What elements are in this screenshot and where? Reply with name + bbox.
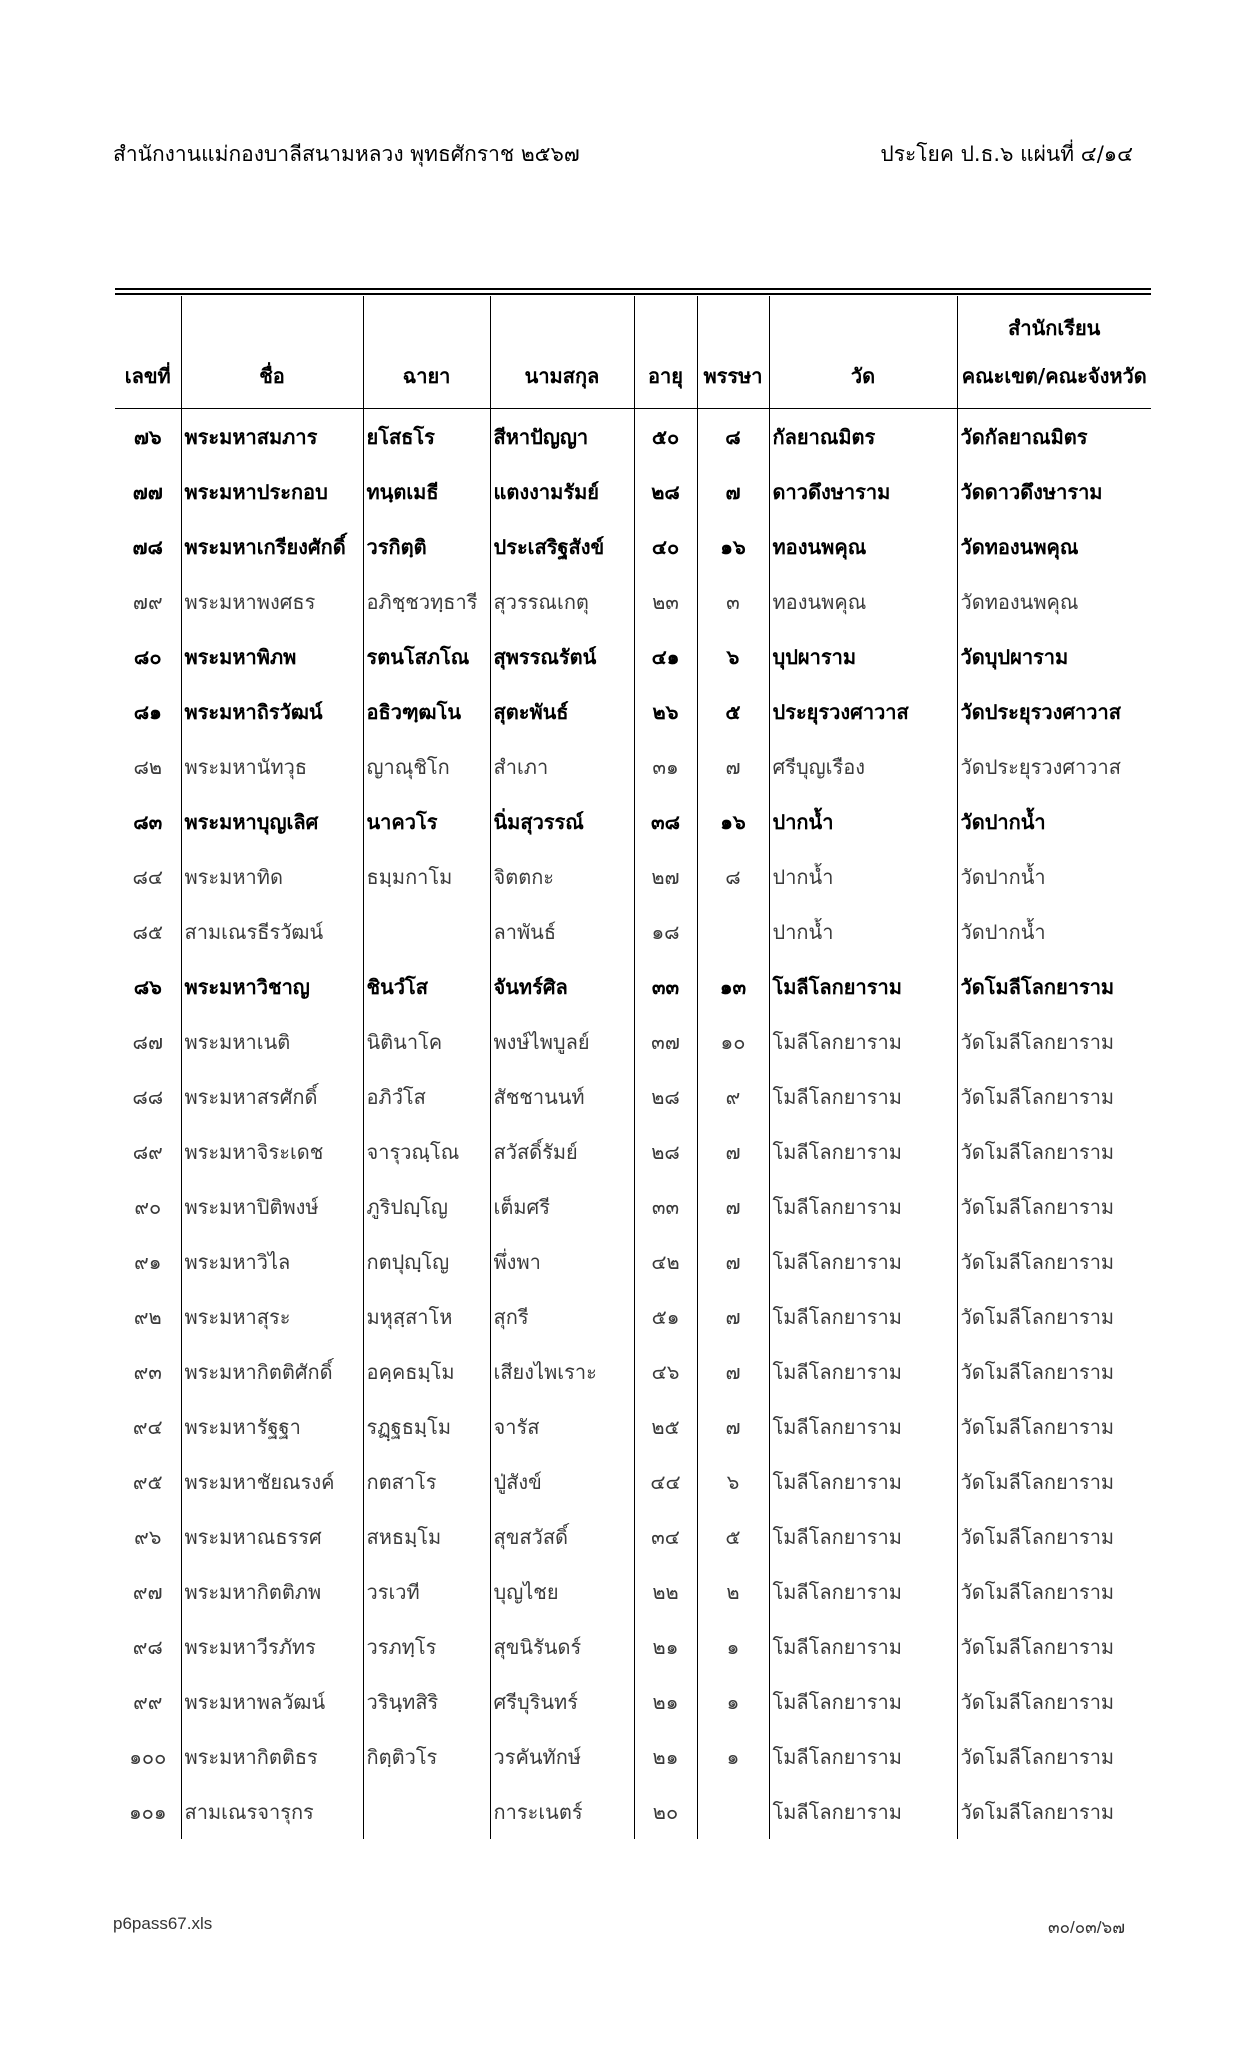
table-row <box>115 684 1151 739</box>
cell-school: วัดประยุรวงศาวาส <box>957 684 1151 739</box>
table-row <box>115 1619 1151 1674</box>
cell-temple: โมลีโลกยาราม <box>769 1289 957 1344</box>
cell-surname: สำเภา <box>490 739 634 794</box>
cell-name: พระมหาชัยณรงค์ <box>181 1454 363 1509</box>
cell-age: ๒๐ <box>634 1784 697 1839</box>
cell-alias: อคฺคธมฺโม <box>363 1344 490 1399</box>
col-header-years: พรรษา <box>697 296 769 409</box>
cell-temple: ปากน้ำ <box>769 849 957 904</box>
cell-years: ๗ <box>697 1289 769 1344</box>
cell-surname: สุพรรณรัตน์ <box>490 629 634 684</box>
cell-age: ๒๓ <box>634 574 697 629</box>
table-row <box>115 794 1151 849</box>
table-row <box>115 1234 1151 1289</box>
cell-temple: ปากน้ำ <box>769 794 957 849</box>
table-row <box>115 1784 1151 1839</box>
cell-temple: โมลีโลกยาราม <box>769 1124 957 1179</box>
cell-no: ๘๑ <box>133 699 162 724</box>
top-rule <box>115 288 1151 290</box>
cell-years: ๗ <box>697 1399 769 1454</box>
cell-name: พระมหารัฐฐา <box>181 1399 363 1454</box>
cell-alias: วรกิตฺติ <box>363 519 490 574</box>
cell-name: พระมหาพลวัฒน์ <box>181 1674 363 1729</box>
cell-no: ๘๘ <box>132 1084 164 1109</box>
cell-temple: กัลยาณมิตร <box>769 409 957 465</box>
cell-school: วัดโมลีโลกยาราม <box>957 1289 1151 1344</box>
col-header-school <box>957 296 1151 409</box>
cell-alias: มหุสฺสาโห <box>363 1289 490 1344</box>
cell-no: ๙๐ <box>134 1194 162 1219</box>
cell-name: พระมหากิตติภพ <box>181 1564 363 1619</box>
cell-alias: นาควโร <box>363 794 490 849</box>
cell-no: ๘๐ <box>133 644 162 669</box>
cell-name: พระมหาพิภพ <box>181 629 363 684</box>
cell-temple: โมลีโลกยาราม <box>769 1619 957 1674</box>
cell-surname: พงษ์ไพบูลย์ <box>490 1014 634 1069</box>
cell-surname: ลาพันธ์ <box>490 904 634 959</box>
cell-temple: โมลีโลกยาราม <box>769 1509 957 1564</box>
cell-temple: โมลีโลกยาราม <box>769 1179 957 1234</box>
cell-surname: เต็มศรี <box>490 1179 634 1234</box>
cell-no: ๘๗ <box>132 1029 163 1054</box>
table-row <box>115 519 1151 574</box>
cell-alias: กตสาโร <box>363 1454 490 1509</box>
cell-alias <box>363 1784 490 1839</box>
cell-temple: โมลีโลกยาราม <box>769 1344 957 1399</box>
cell-no: ๗๗ <box>132 479 163 504</box>
table-row <box>115 1014 1151 1069</box>
cell-alias: อภิชฺชวทฺธารี <box>363 574 490 629</box>
cell-alias: ชินวํโส <box>363 959 490 1014</box>
cell-surname: พึ่งพา <box>490 1234 634 1289</box>
cell-years: ๓ <box>697 574 769 629</box>
cell-school: วัดปากน้ำ <box>957 849 1151 904</box>
cell-age: ๓๔ <box>634 1509 697 1564</box>
cell-name: พระมหาพงศธร <box>181 574 363 629</box>
cell-alias: กิตฺติวโร <box>363 1729 490 1784</box>
cell-age: ๒๑ <box>634 1674 697 1729</box>
cell-school: วัดดาวดึงษาราม <box>957 464 1151 519</box>
cell-temple: ดาวดึงษาราม <box>769 464 957 519</box>
cell-surname: สวัสดิ์รัมย์ <box>490 1124 634 1179</box>
cell-surname: สุกรี <box>490 1289 634 1344</box>
cell-name: พระมหาประกอบ <box>181 464 363 519</box>
table-header-row <box>115 296 1151 409</box>
cell-name: พระมหาถิรวัฒน์ <box>181 684 363 739</box>
cell-surname: จารัส <box>490 1399 634 1454</box>
cell-surname: เสียงไพเราะ <box>490 1344 634 1399</box>
table-row <box>115 1564 1151 1619</box>
table-row <box>115 464 1151 519</box>
cell-name: พระมหาสมภาร <box>181 409 363 465</box>
cell-surname: บุญไชย <box>490 1564 634 1619</box>
cell-temple: โมลีโลกยาราม <box>769 1564 957 1619</box>
cell-years <box>697 904 769 959</box>
cell-school: วัดโมลีโลกยาราม <box>957 1344 1151 1399</box>
cell-school: วัดกัลยาณมิตร <box>957 409 1151 465</box>
cell-age: ๔๐ <box>634 519 697 574</box>
cell-school: วัดโมลีโลกยาราม <box>957 1784 1151 1839</box>
table-row <box>115 574 1151 629</box>
cell-age: ๔๖ <box>634 1344 697 1399</box>
table-row <box>115 739 1151 794</box>
cell-years: ๗ <box>697 739 769 794</box>
cell-age: ๒๘ <box>634 1124 697 1179</box>
cell-no: ๗๖ <box>133 424 162 449</box>
cell-surname: สีหาปัญญา <box>490 409 634 465</box>
cell-surname: สุวรรณเกตุ <box>490 574 634 629</box>
cell-surname: แตงงามรัมย์ <box>490 464 634 519</box>
cell-age: ๒๗ <box>634 849 697 904</box>
cell-no: ๗๙ <box>132 589 163 614</box>
cell-school: วัดโมลีโลกยาราม <box>957 959 1151 1014</box>
cell-years: ๙ <box>697 1069 769 1124</box>
cell-surname: วรคันทักษ์ <box>490 1729 634 1784</box>
table-row <box>115 1289 1151 1344</box>
cell-temple: ศรีบุญเรือง <box>769 739 957 794</box>
col-header-age: อายุ <box>634 296 697 409</box>
cell-years: ๘ <box>697 849 769 904</box>
cell-school: วัดโมลีโลกยาราม <box>957 1454 1151 1509</box>
cell-surname: การะเนตร์ <box>490 1784 634 1839</box>
cell-school: วัดโมลีโลกยาราม <box>957 1674 1151 1729</box>
cell-years: ๑๖ <box>697 519 769 574</box>
table-row <box>115 849 1151 904</box>
cell-surname: สัชชานนท์ <box>490 1069 634 1124</box>
cell-age: ๒๒ <box>634 1564 697 1619</box>
cell-name: พระมหากิตติธร <box>181 1729 363 1784</box>
cell-years: ๑๐ <box>697 1014 769 1069</box>
cell-age: ๒๖ <box>634 684 697 739</box>
cell-age: ๓๘ <box>634 794 697 849</box>
table-row <box>115 1344 1151 1399</box>
cell-alias: วรินฺทสิริ <box>363 1674 490 1729</box>
cell-years: ๗ <box>697 1124 769 1179</box>
cell-surname: สุขสวัสดิ์ <box>490 1509 634 1564</box>
cell-age: ๒๕ <box>634 1399 697 1454</box>
cell-no: ๑๐๐ <box>129 1744 167 1769</box>
cell-name: พระมหาวีรภัทร <box>181 1619 363 1674</box>
table-row <box>115 1399 1151 1454</box>
cell-name: พระมหากิตติศักดิ์ <box>181 1344 363 1399</box>
cell-no: ๙๘ <box>132 1634 163 1659</box>
table-body <box>115 409 1151 1840</box>
cell-school: วัดโมลีโลกยาราม <box>957 1509 1151 1564</box>
cell-name: พระมหานัทวุธ <box>181 739 363 794</box>
col-header-temple: วัด <box>769 296 957 409</box>
cell-alias: วรภทฺโร <box>363 1619 490 1674</box>
cell-age: ๓๗ <box>634 1014 697 1069</box>
cell-name: พระมหาสรศักดิ์ <box>181 1069 363 1124</box>
cell-age: ๔๒ <box>634 1234 697 1289</box>
cell-age: ๒๘ <box>634 1069 697 1124</box>
cell-years: ๑๖ <box>697 794 769 849</box>
top-rule-second <box>115 293 1151 295</box>
cell-years: ๗ <box>697 1234 769 1289</box>
cell-name: พระมหาวิชาญ <box>181 959 363 1014</box>
cell-alias: อธิวฑฺฒโน <box>363 684 490 739</box>
cell-no: ๙๑ <box>134 1249 162 1274</box>
cell-alias: จารุวณฺโณ <box>363 1124 490 1179</box>
cell-name: พระมหาสุระ <box>181 1289 363 1344</box>
cell-years: ๑ <box>697 1674 769 1729</box>
col-header-school-line2: คณะเขต/คณะจังหวัด <box>961 364 1147 388</box>
cell-age: ๔๔ <box>634 1454 697 1509</box>
cell-temple: บุปผาราม <box>769 629 957 684</box>
cell-school: วัดโมลีโลกยาราม <box>957 1619 1151 1674</box>
cell-age: ๔๑ <box>634 629 697 684</box>
cell-alias: ธมฺมกาโม <box>363 849 490 904</box>
cell-no: ๘๖ <box>133 974 162 999</box>
cell-school: วัดโมลีโลกยาราม <box>957 1399 1151 1454</box>
cell-no: ๑๐๑ <box>128 1799 167 1824</box>
cell-years: ๑ <box>697 1729 769 1784</box>
cell-surname: สุขนิรันดร์ <box>490 1619 634 1674</box>
cell-no: ๘๙ <box>132 1139 163 1164</box>
cell-age: ๒๑ <box>634 1619 697 1674</box>
cell-alias <box>363 904 490 959</box>
cell-surname: จันทร์ศิล <box>490 959 634 1014</box>
cell-years <box>697 1784 769 1839</box>
cell-temple: โมลีโลกยาราม <box>769 1234 957 1289</box>
table-row <box>115 1729 1151 1784</box>
cell-surname: นิ่มสุวรรณ์ <box>490 794 634 849</box>
cell-temple: โมลีโลกยาราม <box>769 1784 957 1839</box>
cell-age: ๕๑ <box>634 1289 697 1344</box>
cell-surname: ประเสริฐสังข์ <box>490 519 634 574</box>
cell-alias: ภูริปญฺโญ <box>363 1179 490 1234</box>
cell-no: ๙๓ <box>133 1359 162 1384</box>
cell-alias: ทนฺตเมธี <box>363 464 490 519</box>
col-header-name: ชื่อ <box>181 296 363 409</box>
cell-school: วัดโมลีโลกยาราม <box>957 1729 1151 1784</box>
cell-years: ๑๓ <box>697 959 769 1014</box>
cell-temple: โมลีโลกยาราม <box>769 1729 957 1784</box>
cell-surname: ศรีบุรินทร์ <box>490 1674 634 1729</box>
date-footer: ๓๐/๐๓/๖๗ <box>1047 1918 1125 1937</box>
cell-age: ๓๑ <box>634 739 697 794</box>
cell-temple: โมลีโลกยาราม <box>769 959 957 1014</box>
cell-temple: โมลีโลกยาราม <box>769 1069 957 1124</box>
cell-name: สามเณรจารุกร <box>181 1784 363 1839</box>
cell-name: พระมหาวิไล <box>181 1234 363 1289</box>
cell-name: พระมหาบุญเลิศ <box>181 794 363 849</box>
cell-no: ๘๒ <box>133 754 163 779</box>
table-row <box>115 629 1151 684</box>
cell-no: ๙๖ <box>134 1524 162 1549</box>
cell-school: วัดโมลีโลกยาราม <box>957 1179 1151 1234</box>
cell-alias: อภิวํโส <box>363 1069 490 1124</box>
cell-no: ๘๓ <box>133 809 163 834</box>
cell-school: วัดปากน้ำ <box>957 904 1151 959</box>
cell-years: ๕ <box>697 1509 769 1564</box>
cell-school: วัดโมลีโลกยาราม <box>957 1234 1151 1289</box>
cell-no: ๘๔ <box>132 864 164 889</box>
cell-name: พระมหาเกรียงศักดิ์ <box>181 519 363 574</box>
cell-alias: วรเวที <box>363 1564 490 1619</box>
cell-no: ๙๗ <box>132 1579 163 1604</box>
cell-name: พระมหาจิระเดช <box>181 1124 363 1179</box>
cell-alias: ยโสธโร <box>363 409 490 465</box>
cell-age: ๕๐ <box>634 409 697 465</box>
cell-temple: ปากน้ำ <box>769 904 957 959</box>
table-row <box>115 1454 1151 1509</box>
cell-years: ๑ <box>697 1619 769 1674</box>
table-row <box>115 904 1151 959</box>
table-row <box>115 1069 1151 1124</box>
cell-surname: ปู่สังข์ <box>490 1454 634 1509</box>
col-header-alias: ฉายา <box>363 296 490 409</box>
cell-years: ๕ <box>697 684 769 739</box>
col-header-school-line1: สำนักเรียน <box>1008 316 1101 340</box>
cell-years: ๗ <box>697 1179 769 1234</box>
cell-school: วัดบุปผาราม <box>957 629 1151 684</box>
cell-surname: สุตะพันธ์ <box>490 684 634 739</box>
col-header-no: เลขที่ <box>115 296 181 409</box>
cell-no: ๙๔ <box>132 1414 163 1439</box>
cell-school: วัดทองนพคุณ <box>957 574 1151 629</box>
cell-no: ๙๒ <box>133 1304 162 1329</box>
cell-school: วัดโมลีโลกยาราม <box>957 1124 1151 1179</box>
cell-alias: รฏฺฐธมฺโม <box>363 1399 490 1454</box>
cell-years: ๗ <box>697 464 769 519</box>
cell-temple: โมลีโลกยาราม <box>769 1674 957 1729</box>
cell-alias: สหธมฺโม <box>363 1509 490 1564</box>
cell-no: ๙๕ <box>132 1469 163 1494</box>
table-row <box>115 1124 1151 1179</box>
cell-alias: รตนโสภโณ <box>363 629 490 684</box>
cell-surname: จิตตกะ <box>490 849 634 904</box>
cell-years: ๖ <box>697 629 769 684</box>
cell-years: ๘ <box>697 409 769 465</box>
cell-temple: ทองนพคุณ <box>769 574 957 629</box>
cell-name: สามเณรธีรวัฒน์ <box>181 904 363 959</box>
file-name-footer: p6pass67.xls <box>113 1914 213 1933</box>
office-header: สำนักงานแม่กองบาลีสนามหลวง พุทธศักราช ๒๕๖๗ <box>113 142 580 166</box>
cell-name: พระมหาณธรรศ <box>181 1509 363 1564</box>
cell-temple: ทองนพคุณ <box>769 519 957 574</box>
cell-no: ๘๕ <box>132 919 164 944</box>
cell-school: วัดโมลีโลกยาราม <box>957 1069 1151 1124</box>
table-row <box>115 1674 1151 1729</box>
cell-age: ๒๑ <box>634 1729 697 1784</box>
cell-name: พระมหาปิติพงษ์ <box>181 1179 363 1234</box>
cell-school: วัดทองนพคุณ <box>957 519 1151 574</box>
cell-name: พระมหาเนติ <box>181 1014 363 1069</box>
cell-temple: โมลีโลกยาราม <box>769 1014 957 1069</box>
cell-alias: กตปุญฺโญ <box>363 1234 490 1289</box>
table-row <box>115 1509 1151 1564</box>
sheet-header: ประโยค ป.ธ.๖ แผ่นที่ ๔/๑๔ <box>880 142 1133 166</box>
cell-years: ๖ <box>697 1454 769 1509</box>
table-row <box>115 409 1151 465</box>
table-row <box>115 959 1151 1014</box>
col-header-surname: นามสกุล <box>490 296 634 409</box>
cell-age: ๑๘ <box>634 904 697 959</box>
table-row <box>115 1179 1151 1234</box>
results-table <box>115 296 1151 1839</box>
cell-age: ๓๓ <box>634 959 697 1014</box>
cell-school: วัดโมลีโลกยาราม <box>957 1014 1151 1069</box>
cell-name: พระมหาทิด <box>181 849 363 904</box>
cell-temple: โมลีโลกยาราม <box>769 1399 957 1454</box>
cell-years: ๒ <box>697 1564 769 1619</box>
cell-school: วัดประยุรวงศาวาส <box>957 739 1151 794</box>
cell-school: วัดโมลีโลกยาราม <box>957 1564 1151 1619</box>
cell-years: ๗ <box>697 1344 769 1399</box>
cell-no: ๗๘ <box>132 534 163 559</box>
cell-age: ๒๘ <box>634 464 697 519</box>
cell-no: ๙๙ <box>133 1689 163 1714</box>
cell-alias: นิตินาโค <box>363 1014 490 1069</box>
cell-alias: ญาณุชิโก <box>363 739 490 794</box>
cell-age: ๓๓ <box>634 1179 697 1234</box>
cell-temple: ประยุรวงศาวาส <box>769 684 957 739</box>
cell-temple: โมลีโลกยาราม <box>769 1454 957 1509</box>
cell-school: วัดปากน้ำ <box>957 794 1151 849</box>
